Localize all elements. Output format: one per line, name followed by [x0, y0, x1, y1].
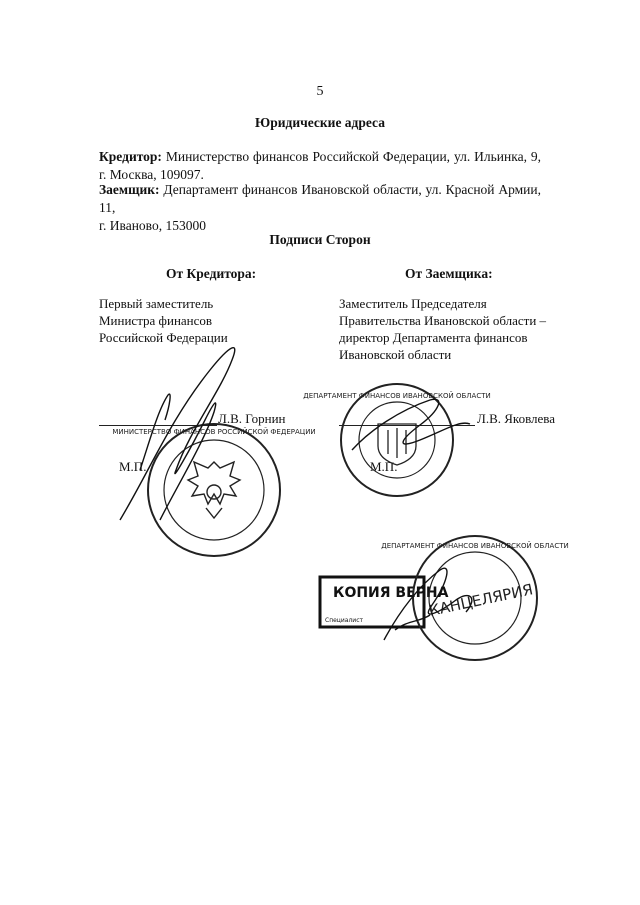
addresses-heading: Юридические адреса	[255, 115, 385, 130]
creditor-address-text-2: г. Москва, 109097.	[99, 167, 204, 182]
eagle-emblem-icon	[188, 462, 240, 518]
creditor-signer-name: Л.В. Горнин	[218, 411, 286, 426]
copy-stamp-text: КОПИЯ ВЕРНА	[333, 585, 449, 601]
creditor-seal-mark: М.П.	[119, 459, 147, 474]
creditor-position-line-2: Министра финансов	[99, 313, 213, 328]
borrower-address-text-2: г. Иваново, 153000	[99, 218, 206, 233]
borrower-seal	[303, 384, 490, 496]
creditor-seal-text: МИНИСТЕРСТВО ФИНАНСОВ РОССИЙСКОЙ ФЕДЕРАЦИИ	[112, 428, 316, 436]
borrower-seal-text: ДЕПАРТАМЕНТ ФИНАНСОВ ИВАНОВСКОЙ ОБЛАСТИ	[303, 392, 491, 400]
borrower-heading: От Заемщика:	[405, 266, 493, 281]
creditor-position-line-1: Первый заместитель	[99, 296, 214, 311]
copy-stamp-subtext: Специалист	[325, 617, 363, 624]
creditor-address-text: Министерство финансов Российской Федерации, ул. Ильинка, 9,	[165, 149, 541, 164]
borrower-seal-mark: М.П.	[370, 459, 398, 474]
borrower-position-line-3: директор Департамента финансов	[339, 330, 528, 345]
office-seal-center-text: КАНЦЕЛЯРИЯ	[427, 580, 535, 620]
creditor-position-line-3: Российской Федерации	[99, 330, 228, 345]
page-number: 5	[316, 84, 324, 99]
coat-of-arms-icon	[378, 424, 416, 465]
borrower-position-line-4: Ивановской области	[339, 347, 452, 362]
creditor-heading: От Кредитора:	[166, 266, 257, 281]
creditor-seal	[112, 424, 315, 556]
creditor-label: Кредитор:	[99, 149, 162, 164]
signatures-heading: Подписи Сторон	[269, 232, 371, 247]
office-seal-text: ДЕПАРТАМЕНТ ФИНАНСОВ ИВАНОВСКОЙ ОБЛАСТИ	[381, 542, 569, 550]
borrower-position-line-1: Заместитель Председателя	[339, 296, 487, 311]
borrower-position-line-2: Правительства Ивановской области –	[339, 313, 547, 328]
borrower-signer-name: Л.В. Яковлева	[477, 411, 556, 426]
borrower-label: Заемщик:	[99, 182, 160, 197]
borrower-address-text: Департамент финансов Ивановской области, ул. Красной Армии, 11,	[99, 182, 541, 215]
